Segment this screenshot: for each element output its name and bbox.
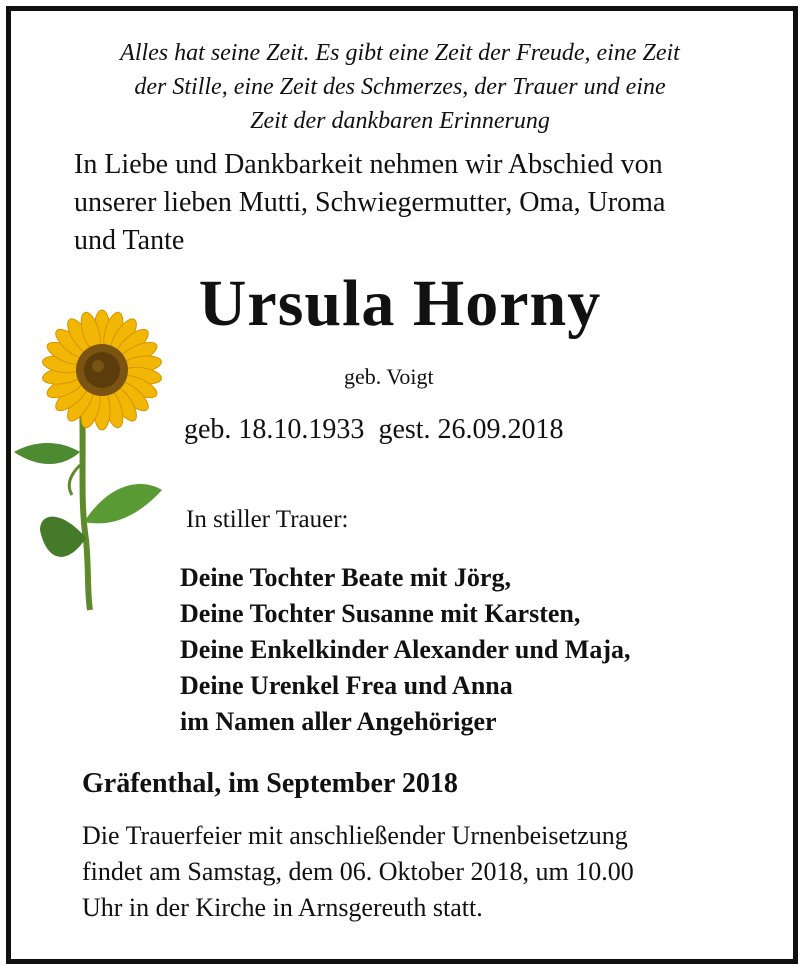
place-date: Gräfenthal, im September 2018 [82,768,458,799]
death-date: gest. 26.09.2018 [378,414,564,445]
birth-date: geb. 18.10.1933 [184,414,365,445]
mourner-line: Deine Tochter Susanne mit Karsten, [180,599,581,628]
deceased-name: Ursula Horny [198,267,602,340]
intro-line: In Liebe und Dankbarkeit nehmen wir Abschied von [74,149,663,180]
life-dates [184,414,564,446]
sunflower-icon [10,300,170,620]
quote-line: Zeit der dankbaren Erinnerung [250,108,550,134]
intro-line: unserer lieben Mutti, Schwiegermutter, Oma, Uroma [74,187,666,218]
mourners-list [180,560,631,740]
mourner-line: Deine Tochter Beate mit Jörg, [180,563,511,592]
quote-line: Alles hat seine Zeit. Es gibt eine Zeit der Freude, eine Zeit [120,40,680,66]
mourner-line: Deine Enkelkinder Alexander und Maja, [180,635,631,664]
mourning-heading: In stiller Trauer: [186,506,349,533]
service-line: Uhr in der Kirche in Arnsgereuth statt. [82,893,483,922]
mourner-line: Deine Urenkel Frea und Anna [180,671,513,700]
intro-text [74,146,774,260]
service-line: Die Trauerfeier mit anschließender Urnenbeisetzung [82,821,628,850]
service-line: findet am Samstag, dem 06. Oktober 2018, um 10.00 [82,857,634,886]
mourner-line: im Namen aller Angehöriger [180,707,497,736]
service-info [82,818,634,926]
maiden-name: geb. Voigt [344,364,434,389]
quote-line: der Stille, eine Zeit des Schmerzes, der Trauer und eine [134,74,666,100]
opening-quote [40,36,760,138]
intro-line: und Tante [74,225,185,256]
